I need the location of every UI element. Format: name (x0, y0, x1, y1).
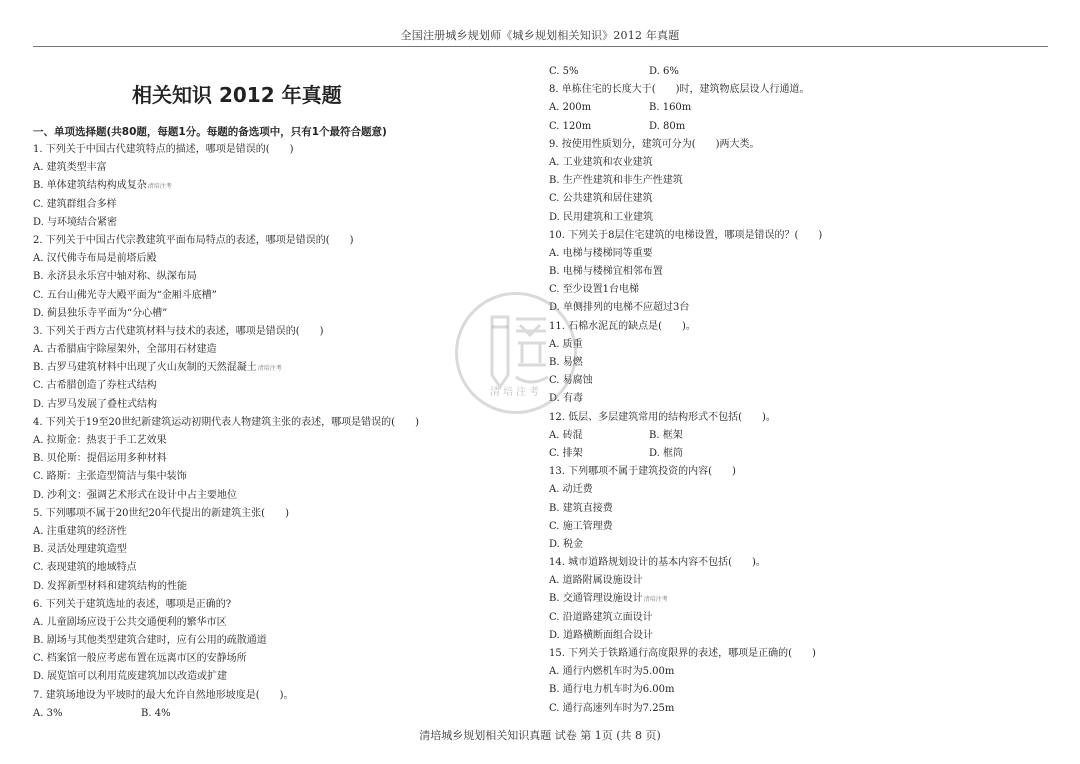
question-line (549, 590, 1029, 608)
question-line (549, 427, 1029, 445)
question-line (33, 268, 513, 286)
line-text: D. 蓟县独乐寺平面为“分心槽” (33, 307, 168, 319)
watermark-stamp (455, 292, 577, 414)
right-column (549, 63, 1029, 718)
question-line (33, 450, 513, 468)
line-text: B. 古罗马建筑材料中出现了火山灰制的天然混凝土 (33, 362, 257, 374)
line-text: C. 五台山佛光寺大殿平面为“金厢斗底槽” (33, 289, 217, 301)
page-header: 全国注册城乡规划师《城乡规划相关知识》2012 年真题 (400, 29, 680, 42)
question-line (33, 614, 513, 632)
question-line (549, 318, 1029, 336)
question-line (549, 245, 1029, 263)
question-line (33, 287, 513, 305)
question-line (33, 232, 513, 250)
question-line (33, 214, 513, 232)
line-text: C. 建筑群组合多样 (33, 198, 117, 210)
question-line (549, 118, 1029, 136)
question-line (549, 409, 1029, 427)
line-text: B. 贝伦斯：提倡运用多种材料 (33, 453, 167, 465)
question-line (549, 700, 1029, 718)
line-text: C. 路斯：主张造型简洁与集中装饰 (33, 471, 187, 483)
line-text: C. 120m (549, 120, 592, 132)
question-line (33, 687, 513, 705)
question-line (33, 377, 513, 395)
line-text: 11. 石棉水泥瓦的缺点是( )。 (549, 320, 696, 332)
question-line (549, 627, 1029, 645)
question-line (33, 559, 513, 577)
line-text: B. 建筑直接费 (549, 502, 613, 514)
line-text: 14. 城市道路规划设计的基本内容不包括( )。 (549, 557, 766, 569)
line-text: B. 交通管理设施设计 (549, 593, 643, 605)
watermark-note: 清培注考 (147, 183, 172, 191)
question-line (549, 136, 1029, 154)
question-line (549, 500, 1029, 518)
question-line (549, 572, 1029, 590)
section-heading: 一、单项选择题(共80题，每题1分。每题的备选项中，只有1个最符合题意) (33, 126, 387, 138)
line-text: A. 200m (549, 102, 592, 114)
question-line (33, 305, 513, 323)
question-line (549, 227, 1029, 245)
line-text: 2. 下列关于中国古代宗教建筑平面布局特点的表述，哪项是错误的( ) (33, 234, 354, 246)
question-line (33, 250, 513, 268)
question-line (549, 281, 1029, 299)
question-line (549, 209, 1029, 227)
line-text: D. 古罗马发展了叠柱式结构 (33, 398, 158, 410)
question-line (33, 668, 513, 686)
line-text: C. 沿道路建筑立面设计 (549, 611, 653, 623)
option-b: B. 框架 (649, 429, 683, 441)
left-column (33, 141, 513, 723)
line-text: B. 易燃 (549, 357, 583, 368)
question-line (549, 536, 1029, 554)
question-line (549, 609, 1029, 627)
line-text: A. 古希腊庙宇除屋架外，全部用石材建造 (33, 344, 217, 356)
question-line (33, 596, 513, 614)
line-text: 3. 下列关于西方古代建筑材料与技术的表述，哪项是错误的( ) (33, 325, 324, 337)
line-text: A. 拉斯金：热衷于手工艺效果 (33, 435, 167, 446)
question-line (33, 650, 513, 668)
line-text: A. 砖混 (549, 429, 583, 441)
line-text: 15. 下列关于铁路通行高度限界的表述，哪项是正确的( ) (549, 648, 816, 659)
line-text: C. 易腐蚀 (549, 375, 593, 387)
line-text: A. 通行内燃机车时为5.00m (549, 666, 675, 678)
question-line (549, 63, 1029, 81)
header-divider (33, 46, 1048, 47)
question-line (33, 523, 513, 541)
line-text: 5. 下列哪项不属于20世纪20年代提出的新建筑主张( ) (33, 507, 289, 519)
question-line (549, 336, 1029, 354)
question-line (549, 681, 1029, 699)
question-line (549, 372, 1029, 390)
line-text: C. 排架 (549, 447, 583, 459)
question-line (33, 359, 513, 377)
line-text: A. 工业建筑和农业建筑 (549, 156, 653, 168)
line-text: A. 质重 (549, 338, 583, 350)
watermark-note: 清培注考 (257, 365, 282, 373)
option-b: D. 6% (649, 66, 679, 77)
line-text: D. 展览馆可以利用荒废建筑加以改造或扩建 (33, 671, 228, 683)
question-line (33, 505, 513, 523)
line-text: C. 施工管理费 (549, 520, 613, 532)
question-line (33, 414, 513, 432)
line-text: 7. 建筑场地设为平坡时的最大允许自然地形坡度是( )。 (33, 689, 294, 701)
question-line (33, 487, 513, 505)
line-text: 8. 单栋住宅的长度大于( )时，建筑物底层设人行通道。 (549, 84, 810, 96)
question-line (33, 141, 513, 159)
line-text: 1. 下列关于中国古代建筑特点的描述，哪项是错误的( ) (33, 144, 294, 155)
question-line (33, 196, 513, 214)
line-text: A. 建筑类型丰富 (33, 162, 107, 174)
line-text: A. 3% (33, 707, 63, 719)
option-b: D. 80m (649, 120, 686, 132)
question-line (549, 481, 1029, 499)
question-line (33, 632, 513, 650)
line-text: D. 与环境结合紧密 (33, 216, 118, 228)
option-b: B. 160m (649, 102, 692, 114)
question-line (33, 177, 513, 195)
question-line (33, 341, 513, 359)
question-line (549, 390, 1029, 408)
question-line (549, 518, 1029, 536)
question-line (549, 663, 1029, 681)
watermark-text: 清培注考 (490, 387, 542, 398)
question-line (33, 705, 513, 723)
line-text: B. 通行电力机车时为6.00m (549, 684, 675, 696)
watermark-note: 清培注考 (643, 596, 668, 604)
line-text: B. 单体建筑结构构成复杂 (33, 180, 147, 192)
line-text: 12. 低层、多层建筑常用的结构形式不包括( )。 (549, 411, 776, 423)
line-text: 13. 下列哪项不属于建筑投资的内容( ) (549, 466, 736, 478)
line-text: A. 电梯与楼梯同等重要 (549, 247, 653, 259)
line-text: D. 税金 (549, 538, 584, 550)
line-text: C. 至少设置1台电梯 (549, 284, 640, 296)
page-footer: 清培城乡规划相关知识真题 试卷 第 1页 (共 8 页) (419, 729, 661, 742)
question-line (33, 468, 513, 486)
line-text: C. 5% (549, 66, 579, 77)
question-line (33, 396, 513, 414)
question-line (33, 159, 513, 177)
option-b: D. 框筒 (649, 447, 684, 459)
line-text: 10. 下列关于8层住宅建筑的电梯设置，哪项是错误的？( ) (549, 229, 823, 241)
question-line (549, 299, 1029, 317)
line-text: D. 民用建筑和工业建筑 (549, 211, 654, 223)
line-text: C. 通行高速列车时为7.25m (549, 702, 675, 714)
line-text: C. 古希腊创造了券柱式结构 (33, 380, 157, 392)
line-text: A. 注重建筑的经济性 (33, 525, 127, 537)
question-line (33, 578, 513, 596)
question-line (549, 263, 1029, 281)
line-text: B. 灵活处理建筑造型 (33, 544, 127, 556)
line-text: B. 电梯与楼梯宜相邻布置 (549, 266, 663, 278)
line-text: D. 发挥新型材料和建筑结构的性能 (33, 580, 188, 592)
line-text: 6. 下列关于建筑选址的表述，哪项是正确的? (33, 598, 232, 610)
line-text: B. 永济县永乐宫中轴对称、纵深布局 (33, 271, 197, 283)
line-text: A. 道路附属设施设计 (549, 575, 643, 587)
question-line (33, 323, 513, 341)
line-text: A. 汉代佛寺布局是前塔后殿 (33, 253, 157, 265)
line-text: D. 单侧排列的电梯不应超过3台 (549, 302, 690, 314)
question-line (549, 81, 1029, 99)
line-text: B. 剧场与其他类型建筑合建时，应有公用的疏散通道 (33, 635, 267, 647)
line-text: 9. 按使用性质划分，建筑可分为( )两大类。 (549, 138, 760, 150)
line-text: A. 动迁费 (549, 484, 593, 496)
question-line (33, 541, 513, 559)
line-text: D. 有毒 (549, 393, 584, 405)
line-text: C. 表现建筑的地域特点 (33, 562, 137, 574)
question-line (549, 354, 1029, 372)
option-b: B. 4% (141, 707, 171, 719)
question-line (549, 154, 1029, 172)
question-line (33, 432, 513, 450)
question-line (549, 445, 1029, 463)
question-line (549, 554, 1029, 572)
question-line (549, 99, 1029, 117)
line-text: A. 儿童剧场应设于公共交通便利的繁华市区 (33, 616, 227, 628)
question-line (549, 645, 1029, 663)
line-text: D. 沙利文：强调艺术形式在设计中占主要地位 (33, 489, 238, 501)
question-line (549, 172, 1029, 190)
document-title: 相关知识 2012 年真题 (132, 83, 342, 107)
line-text: C. 档案馆一般应考虑布置在远离市区的安静场所 (33, 653, 247, 665)
line-text: 4. 下列关于19至20世纪新建筑运动初期代表人物建筑主张的表述，哪项是错误的( ) (33, 416, 419, 428)
question-line (549, 463, 1029, 481)
line-text: B. 生产性建筑和非生产性建筑 (549, 175, 683, 187)
line-text: D. 道路横断面组合设计 (549, 629, 654, 641)
line-text: C. 公共建筑和居住建筑 (549, 193, 653, 205)
question-line (549, 190, 1029, 208)
